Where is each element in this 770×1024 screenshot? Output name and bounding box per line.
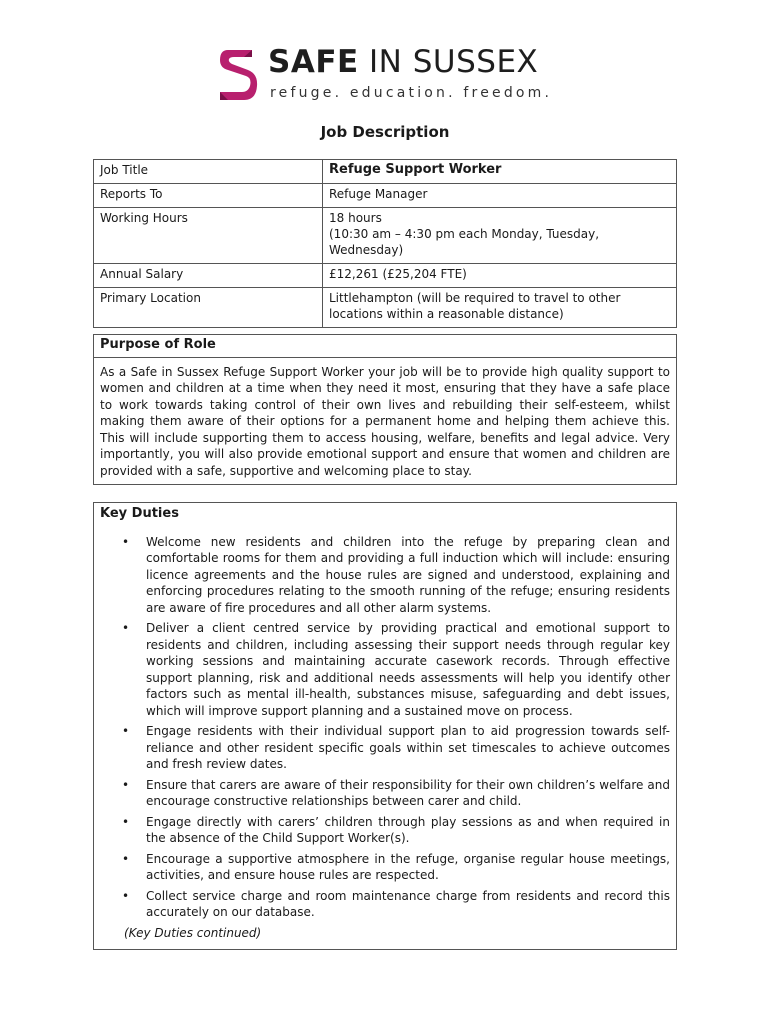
logo-tagline: refuge. education. freedom. xyxy=(270,85,553,101)
duties-heading: Key Duties xyxy=(100,506,179,521)
row-value: Refuge Manager xyxy=(323,184,677,208)
duty-text: Engage residents with their individual support plan to aid progression towards self-reliance and other resident specific goals within set timescales to achieve outcomes and fresh review dates. xyxy=(146,724,670,771)
bullet-icon: • xyxy=(122,814,130,829)
table-row xyxy=(94,184,677,208)
purpose-heading: Purpose of Role xyxy=(94,335,676,358)
page-title: Job Description xyxy=(320,123,450,141)
table-row xyxy=(94,208,677,264)
list-item xyxy=(94,851,676,884)
duty-text: Welcome new residents and children into the refuge by preparing clean and comfortable rooms for them and providing a full induction which will include: ensuring licence agreements and the house rules are signed and understood, explaining and enforcing procedures relating to the smooth running of the refuge; ensuring residents are aware of fire procedures and all other alarm systems. xyxy=(146,534,670,615)
row-value xyxy=(323,208,677,264)
bullet-icon: • xyxy=(122,777,130,792)
list-item xyxy=(94,723,676,773)
purpose-section xyxy=(93,334,677,485)
bullet-icon: • xyxy=(122,851,130,866)
bullet-icon: • xyxy=(122,621,130,635)
logo xyxy=(218,42,558,106)
duty-text: Deliver a client centred service by providing practical and emotional support to residents and children, including assessing their support needs through regular key working sessions and maintaining accurate casework records. Through effective support planning, risk and additional needs assessments will help you identify other factors such as mental ill-health, substances misuse, safeguarding and debt issues, which will improve support planning and a sustained move on process. xyxy=(146,621,670,718)
purpose-text: As a Safe in Sussex Refuge Support Worker your job will be to provide high quality support to women and children at a time when they need it most, ensuring that they have a safe place to work towards taking control of their own lives and rebuilding their self-esteem, whilst making them aware of their options for a permanent home and helping them achieve this. This will include supporting them to access housing, welfare, benefits and legal advice. Very importantly, you will also provide emotional support and ensure that women and children are provided with a safe, supportive and welcoming place to stay. xyxy=(100,364,670,478)
list-item xyxy=(94,777,676,810)
row-label: Working Hours xyxy=(94,208,323,264)
list-item xyxy=(94,814,676,847)
logo-wordmark xyxy=(268,44,538,80)
row-value-line1: 18 hours xyxy=(329,211,382,225)
row-label: Primary Location xyxy=(94,288,323,328)
row-label: Annual Salary xyxy=(94,264,323,288)
table-row xyxy=(94,160,677,184)
row-label: Reports To xyxy=(94,184,323,208)
logo-brand-bold: SAFE xyxy=(268,44,359,80)
duty-text: Collect service charge and room maintenance charge from residents and record this accurately on our database. xyxy=(146,888,670,919)
list-item xyxy=(94,888,676,921)
key-duties-section xyxy=(93,502,677,950)
list-item xyxy=(94,534,676,617)
duties-list xyxy=(94,534,676,921)
bullet-icon: • xyxy=(122,534,130,549)
row-value-line2: (10:30 am – 4:30 pm each Monday, Tuesday, Wednesday) xyxy=(329,227,600,257)
logo-brand-rest: IN SUSSEX xyxy=(369,44,539,80)
logo-s-icon xyxy=(218,46,258,102)
row-value: Refuge Support Worker xyxy=(323,160,677,184)
bullet-icon: • xyxy=(122,724,130,738)
row-value: £12,261 (£25,204 FTE) xyxy=(323,264,677,288)
table-row xyxy=(94,264,677,288)
table-row xyxy=(94,288,677,328)
list-item xyxy=(94,620,676,719)
duty-text: Encourage a supportive atmosphere in the refuge, organise regular house meetings, activities, and ensure house rules are respected. xyxy=(146,851,670,882)
duty-text: Ensure that carers are aware of their responsibility for their own children’s welfare and encourage constructive relationships between carer and child. xyxy=(146,777,670,808)
job-info-table xyxy=(93,159,677,328)
row-label: Job Title xyxy=(94,160,323,184)
duty-text: Engage directly with carers’ children through play sessions as and when required in the absence of the Child Support Worker(s). xyxy=(146,814,670,845)
bullet-icon: • xyxy=(122,888,130,903)
row-value: Littlehampton (will be required to travel to other locations within a reasonable distance) xyxy=(323,288,677,328)
duties-continued-note: (Key Duties continued) xyxy=(124,925,262,940)
